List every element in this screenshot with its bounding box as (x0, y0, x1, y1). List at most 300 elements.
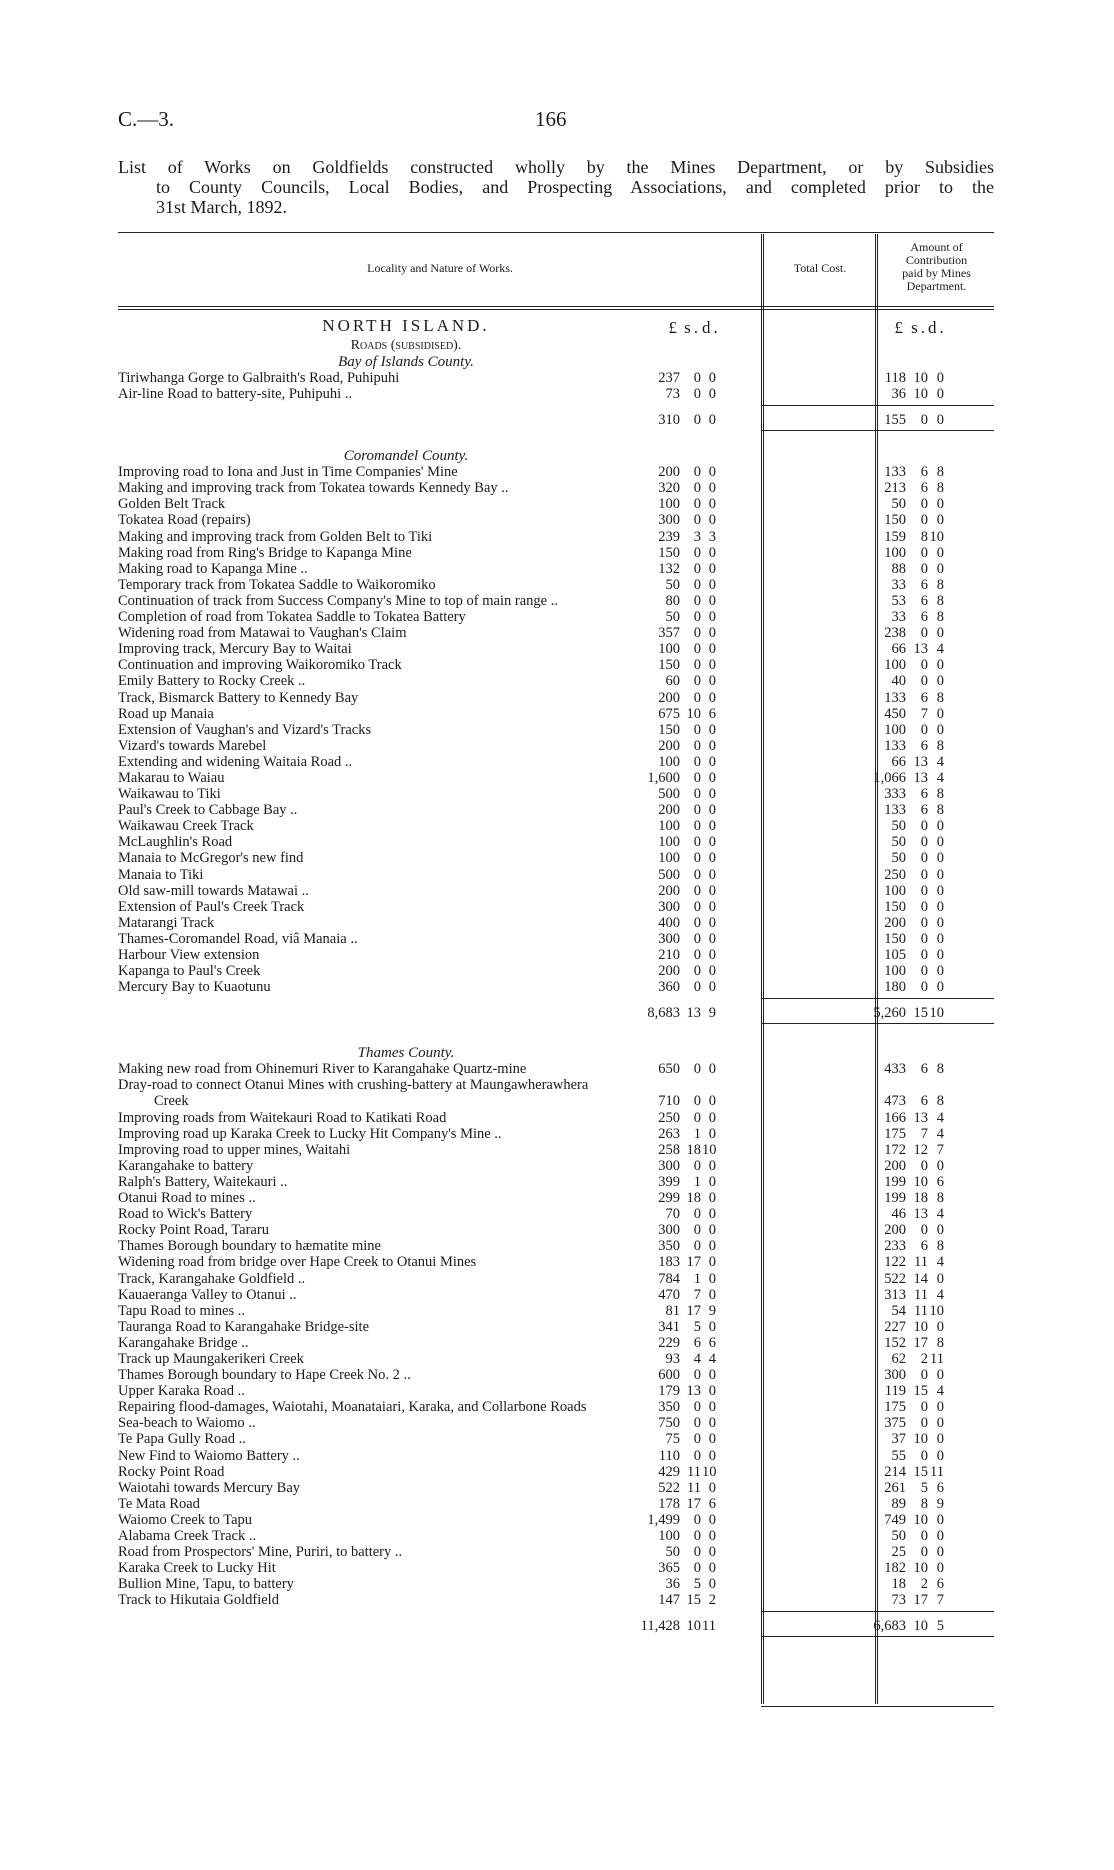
contribution-shillings: 12 (913, 1141, 928, 1158)
table-top-rule (118, 232, 994, 233)
total-cost-pounds: 229 (658, 1334, 680, 1351)
contribution-pence: 0 (936, 882, 944, 899)
total-cost-shillings: 0 (693, 370, 701, 386)
total-cost-shillings: 0 (693, 576, 701, 593)
work-description: Upper Karaka Road .. (118, 1383, 245, 1400)
contribution-pence: 0 (936, 1447, 944, 1464)
total-cost-pence: 0 (708, 737, 716, 754)
contribution-pence: 0 (936, 512, 944, 529)
total-cost-pence: 0 (708, 882, 716, 899)
contribution-pounds: 522 (884, 1270, 906, 1287)
total-cost-pence: 10 (702, 1463, 717, 1480)
section-total-row (118, 408, 994, 428)
total-cost-pounds: 80 (665, 592, 680, 609)
total-rule (761, 1636, 994, 1637)
contribution-shillings: 13 (913, 753, 928, 770)
contribution-shillings: 7 (920, 705, 928, 722)
contribution-shillings: 17 (913, 1334, 928, 1351)
contribution-pence: 0 (936, 1399, 944, 1416)
title-line-2: to County Councils, Local Bodies, and Prospecting Associations, and completed prior to the (156, 177, 994, 197)
work-description: Waiotahi towards Mercury Bay (118, 1479, 301, 1496)
total-cost-pounds: 210 (658, 947, 680, 963)
total-cost-shillings: 1 (693, 1173, 701, 1190)
total-cost-pence: 0 (708, 1528, 716, 1544)
work-description: Vizard's towards Marebel (118, 737, 267, 754)
table-row (118, 1142, 994, 1158)
table-row (118, 915, 994, 931)
total-cost-pence: 0 (708, 1399, 716, 1416)
table-row (118, 802, 994, 818)
work-description: Tokatea Road (repairs) (118, 512, 251, 529)
contribution-shillings: 10 (913, 1318, 928, 1335)
table-row (118, 1335, 994, 1351)
contribution-shillings: 6 (920, 737, 928, 754)
total-cost-shillings: 0 (693, 1222, 701, 1239)
total-cost-pounds: 150 (658, 657, 680, 674)
total-cost-pence: 0 (708, 641, 716, 658)
total-cost-pounds: 50 (665, 576, 680, 593)
total-cost-pounds: 200 (658, 464, 680, 481)
work-description: Dray-road to connect Otanui Mines with crushing-battery at Maungawherawhera (118, 1077, 589, 1094)
contribution-pence: 0 (936, 818, 944, 835)
contribution-shillings: 6 (920, 1238, 928, 1255)
table-row (118, 1110, 994, 1126)
total-cost-shillings: 0 (693, 882, 701, 899)
contribution-pounds: 50 (891, 818, 906, 835)
contribution-pounds: 105 (884, 947, 906, 963)
total-cost-pounds: 299 (658, 1190, 680, 1207)
contribution-pounds: 213 (884, 480, 906, 497)
contribution-shillings: 0 (920, 496, 928, 513)
contribution-pounds: 150 (884, 898, 906, 915)
contribution-pounds: 100 (884, 721, 906, 738)
total-cost-pence: 0 (708, 850, 716, 867)
work-description: Paul's Creek to Cabbage Bay .. (118, 802, 298, 819)
contribution-shillings: 0 (920, 544, 928, 561)
contribution-shillings: 17 (913, 1592, 928, 1609)
contribution-pence: 11 (930, 1463, 944, 1480)
total-cost-shillings: 11 (687, 1463, 701, 1480)
contribution-pounds: 122 (884, 1254, 906, 1271)
work-description: Completion of road from Tokatea Saddle to Tokatea Battery (118, 609, 466, 626)
title-line-3: 31st March, 1892. (156, 197, 287, 217)
total-cost-pounds: 36 (665, 1576, 680, 1593)
contribution-shillings: 13 (913, 1109, 928, 1126)
total-cost-pence: 0 (708, 1270, 716, 1287)
total-cost-shillings: 0 (693, 1511, 701, 1528)
contribution-pence: 4 (936, 1109, 944, 1126)
contribution-shillings: 6 (920, 802, 928, 819)
total-cost-pence: 0 (708, 464, 716, 481)
total-cost-pounds: 200 (658, 802, 680, 819)
table-row (118, 1383, 994, 1399)
total-cost-shillings: 0 (693, 512, 701, 529)
total-cost-pence: 9 (708, 1005, 716, 1022)
contribution-pounds: 333 (884, 786, 906, 803)
contribution-pence: 0 (936, 1431, 944, 1448)
contribution-shillings: 0 (920, 882, 928, 899)
contribution-shillings: 10 (913, 1431, 928, 1448)
total-cost-shillings: 0 (693, 1431, 701, 1448)
work-description: Continuation and improving Waikoromiko Track (118, 657, 402, 674)
total-cost-shillings: 18 (686, 1190, 701, 1207)
contribution-pence: 0 (936, 673, 944, 690)
contribution-pounds: 46 (891, 1206, 906, 1223)
contribution-shillings: 0 (920, 1157, 928, 1174)
work-description: Otanui Road to mines .. (118, 1190, 256, 1207)
contribution-pounds: 450 (884, 705, 906, 722)
contribution-pence: 0 (936, 412, 944, 429)
contribution-pounds: 155 (884, 412, 906, 429)
total-cost-shillings: 0 (693, 850, 701, 867)
contribution-pounds: 473 (884, 1093, 906, 1110)
table-row (118, 738, 994, 754)
total-cost-shillings: 0 (693, 1544, 701, 1561)
contribution-pence: 4 (936, 769, 944, 786)
contribution-shillings: 0 (920, 963, 928, 980)
contribution-pence: 0 (936, 979, 944, 996)
contribution-pounds: 214 (884, 1463, 906, 1480)
table-row (118, 512, 994, 528)
contribution-shillings: 15 (913, 1383, 928, 1400)
contribution-pounds: 166 (884, 1109, 906, 1126)
work-description: Road from Prospectors' Mine, Puriri, to battery .. (118, 1544, 403, 1561)
contribution-pence: 0 (936, 705, 944, 722)
contribution-shillings: 0 (920, 1399, 928, 1416)
contribution-pence: 8 (936, 592, 944, 609)
total-cost-pounds: 110 (658, 1447, 680, 1464)
total-cost-pence: 0 (708, 1383, 716, 1400)
table-row (118, 899, 994, 915)
contribution-shillings: 0 (920, 947, 928, 963)
contribution-shillings: 13 (913, 641, 928, 658)
total-cost-pence: 9 (708, 1302, 716, 1319)
contribution-shillings: 0 (920, 1367, 928, 1384)
total-cost-shillings: 0 (693, 592, 701, 609)
total-cost-shillings: 0 (693, 1399, 701, 1416)
total-cost-pence: 0 (708, 1415, 716, 1432)
total-cost-pounds: 357 (658, 625, 680, 642)
table-row (118, 818, 994, 834)
contribution-pounds: 749 (884, 1511, 906, 1528)
work-description: Waikawau to Tiki (118, 786, 221, 803)
total-cost-pence: 0 (708, 1479, 716, 1496)
total-cost-pounds: 600 (658, 1367, 680, 1384)
total-cost-shillings: 0 (693, 914, 701, 931)
contribution-pounds: 133 (884, 802, 906, 819)
contribution-shillings: 7 (920, 1125, 928, 1142)
total-cost-pence: 0 (708, 979, 716, 996)
contribution-pounds: 133 (884, 689, 906, 706)
contribution-pounds: 66 (891, 753, 906, 770)
contribution-pounds: 50 (891, 850, 906, 867)
contribution-pounds: 50 (891, 834, 906, 851)
currency-unit: s. (911, 318, 928, 337)
table-row (118, 673, 994, 689)
contribution-pounds: 118 (884, 370, 906, 386)
county-heading: Thames County. (357, 1045, 455, 1062)
contribution-pence: 8 (936, 1093, 944, 1110)
contribution-pounds: 50 (891, 496, 906, 513)
total-cost-shillings: 11 (687, 1479, 701, 1496)
total-cost-pounds: 132 (658, 560, 680, 577)
contribution-pence: 7 (936, 1592, 944, 1609)
total-cost-pounds: 100 (658, 834, 680, 851)
contribution-pounds: 150 (884, 512, 906, 529)
contribution-shillings: 8 (920, 1495, 928, 1512)
contribution-shillings: 6 (920, 464, 928, 481)
total-cost-pence: 0 (708, 898, 716, 915)
table-row (118, 850, 994, 866)
work-description: Improving roads from Waitekauri Road to Katikati Road (118, 1109, 447, 1126)
contribution-shillings: 0 (920, 721, 928, 738)
contribution-pence: 0 (936, 1511, 944, 1528)
total-cost-shillings: 15 (686, 1592, 701, 1609)
total-cost-pence: 0 (708, 1544, 716, 1561)
contribution-shillings: 10 (913, 1511, 928, 1528)
contribution-pounds: 300 (884, 1367, 906, 1384)
contribution-pence: 0 (936, 850, 944, 867)
table-row (118, 706, 994, 722)
total-cost-pence: 0 (708, 512, 716, 529)
total-cost-shillings: 0 (693, 979, 701, 996)
table-row (118, 1271, 994, 1287)
table-row (118, 834, 994, 850)
contribution-pounds: 199 (884, 1190, 906, 1207)
contribution-pounds: 55 (891, 1447, 906, 1464)
contribution-shillings: 0 (920, 1415, 928, 1432)
contribution-pence: 8 (936, 689, 944, 706)
total-rule (761, 1611, 994, 1612)
contribution-pence: 0 (936, 866, 944, 883)
contribution-pence: 6 (936, 1479, 944, 1496)
total-cost-pounds: 300 (658, 512, 680, 529)
contribution-pounds: 100 (884, 882, 906, 899)
total-cost-shillings: 0 (693, 641, 701, 658)
total-cost-shillings: 0 (693, 866, 701, 883)
work-description: Rocky Point Road, Tararu (118, 1222, 269, 1239)
work-description: Creek (154, 1093, 189, 1110)
total-cost-pounds: 100 (658, 1528, 680, 1544)
total-cost-shillings: 0 (693, 1447, 701, 1464)
total-cost-shillings: 17 (686, 1302, 701, 1319)
total-cost-pence: 0 (708, 721, 716, 738)
contribution-pounds: 1,066 (873, 769, 906, 786)
total-cost-pence: 2 (708, 1592, 716, 1609)
total-cost-shillings: 0 (693, 963, 701, 980)
contribution-pence: 8 (936, 1334, 944, 1351)
total-rule (761, 1023, 994, 1024)
total-cost-shillings: 0 (693, 1528, 701, 1544)
table-row (118, 480, 994, 496)
table-row (118, 1464, 994, 1480)
work-description: Waikawau Creek Track (118, 818, 254, 835)
total-cost-shillings: 0 (693, 689, 701, 706)
contribution-shillings: 0 (920, 657, 928, 674)
work-description: Tauranga Road to Karangahake Bridge-site (118, 1318, 370, 1335)
table-row (118, 1512, 994, 1528)
table-row (118, 979, 994, 995)
work-description: Karaka Creek to Lucky Hit (118, 1560, 276, 1577)
total-cost-pounds: 239 (658, 528, 680, 545)
total-cost-shillings: 0 (693, 673, 701, 690)
works-table (118, 318, 994, 1634)
total-cost-shillings: 0 (693, 1109, 701, 1126)
total-cost-pounds: 100 (658, 850, 680, 867)
contribution-pence: 8 (936, 1061, 944, 1078)
contribution-pounds: 89 (891, 1495, 906, 1512)
total-cost-pounds: 50 (665, 609, 680, 626)
contribution-pounds: 100 (884, 544, 906, 561)
contribution-pence: 8 (936, 1238, 944, 1255)
contribution-pence: 0 (936, 1318, 944, 1335)
total-cost-pence: 0 (708, 386, 716, 403)
total-cost-pence: 6 (708, 705, 716, 722)
total-cost-pence: 4 (708, 1350, 716, 1367)
total-cost-shillings: 0 (693, 769, 701, 786)
total-cost-pence: 0 (708, 1318, 716, 1335)
table-row (118, 529, 994, 545)
total-cost-pounds: 75 (665, 1431, 680, 1448)
contribution-shillings: 0 (920, 625, 928, 642)
table-row (118, 1576, 994, 1592)
total-cost-pence: 10 (702, 1141, 717, 1158)
contribution-shillings: 15 (913, 1005, 928, 1022)
total-cost-pence: 0 (708, 1061, 716, 1078)
total-cost-shillings: 17 (686, 1254, 701, 1271)
contribution-pounds: 150 (884, 930, 906, 947)
total-cost-pence: 6 (708, 1495, 716, 1512)
work-description: Track, Karangahake Goldfield .. (118, 1270, 306, 1287)
total-cost-pence: 0 (708, 753, 716, 770)
total-cost-pence: 0 (708, 1447, 716, 1464)
total-rule (761, 998, 994, 999)
total-cost-pounds: 150 (658, 544, 680, 561)
table-row (118, 1399, 994, 1415)
work-description: Emily Battery to Rocky Creek .. (118, 673, 306, 690)
contribution-pounds: 375 (884, 1415, 906, 1432)
contribution-shillings: 10 (913, 1173, 928, 1190)
contribution-shillings: 0 (920, 673, 928, 690)
column-header-amount: Amount of Contribution paid by Mines Department. (902, 240, 971, 293)
table-row (118, 1093, 994, 1109)
total-cost-shillings: 0 (693, 1415, 701, 1432)
total-cost-pence: 0 (708, 480, 716, 497)
total-cost-pounds: 237 (658, 370, 680, 386)
column-header-locality: Locality and Nature of Works. (367, 261, 513, 275)
total-cost-shillings: 0 (693, 930, 701, 947)
document-reference: C.—3. (118, 107, 175, 131)
contribution-shillings: 0 (920, 898, 928, 915)
total-cost-pence: 0 (708, 370, 716, 386)
contribution-shillings: 10 (913, 1560, 928, 1577)
contribution-shillings: 10 (913, 386, 928, 403)
total-cost-pence: 0 (708, 1206, 716, 1223)
total-cost-pounds: 429 (658, 1463, 680, 1480)
table-row (118, 545, 994, 561)
title-line-1: List of Works on Goldfields constructed wholly by the Mines Department, or by Subsidies (118, 157, 994, 177)
total-cost-pence: 0 (708, 834, 716, 851)
contribution-pounds: 18 (891, 1576, 906, 1593)
contribution-shillings: 2 (920, 1350, 928, 1367)
total-cost-pence: 0 (708, 673, 716, 690)
table-row (118, 883, 994, 899)
contribution-shillings: 0 (920, 834, 928, 851)
table-row (118, 386, 994, 402)
contribution-shillings: 8 (920, 528, 928, 545)
contribution-shillings: 13 (913, 769, 928, 786)
table-bottom-rule (761, 1706, 994, 1707)
total-cost-shillings: 0 (693, 1206, 701, 1223)
contribution-pounds: 133 (884, 464, 906, 481)
currency-unit: d. (928, 318, 947, 337)
work-description: Matarangi Track (118, 914, 215, 931)
county-heading: Coromandel County. (343, 448, 469, 465)
contribution-shillings: 6 (920, 480, 928, 497)
contribution-pence: 4 (936, 1383, 944, 1400)
total-rule (761, 405, 994, 406)
work-description: Manaia to Tiki (118, 866, 204, 883)
contribution-pence: 8 (936, 1190, 944, 1207)
contribution-pounds: 133 (884, 737, 906, 754)
work-description: Making new road from Ohinemuri River to Karangahake Quartz-mine (118, 1061, 527, 1078)
table-row (118, 1560, 994, 1576)
table-row (118, 1206, 994, 1222)
work-description: Temporary track from Tokatea Saddle to Waikoromiko (118, 576, 436, 593)
total-cost-pounds: 300 (658, 930, 680, 947)
table-row (118, 867, 994, 883)
currency-unit: £ (894, 318, 906, 337)
contribution-shillings: 6 (920, 576, 928, 593)
work-description: Track to Hikutaia Goldfield (118, 1592, 279, 1609)
work-description: Extending and widening Waitaia Road .. (118, 753, 353, 770)
region-heading (118, 318, 994, 338)
contribution-pence: 0 (936, 386, 944, 403)
table-row (118, 1174, 994, 1190)
contribution-pounds: 159 (884, 528, 906, 545)
work-description: Thames Borough boundary to hæmatite mine (118, 1238, 381, 1255)
total-cost-pence: 0 (708, 1173, 716, 1190)
work-description: Extension of Paul's Creek Track (118, 898, 305, 915)
total-cost-shillings: 5 (693, 1576, 701, 1593)
contribution-pounds: 200 (884, 1157, 906, 1174)
work-description: Tapu Road to mines .. (118, 1302, 246, 1319)
table-row (118, 464, 994, 480)
total-cost-pounds: 70 (665, 1206, 680, 1223)
table-row (118, 963, 994, 979)
total-cost-pounds: 50 (665, 1544, 680, 1561)
contribution-pounds: 175 (884, 1125, 906, 1142)
table-header-rule (118, 306, 994, 307)
total-cost-pounds: 300 (658, 1157, 680, 1174)
contribution-pounds: 62 (891, 1350, 906, 1367)
total-cost-shillings: 17 (686, 1495, 701, 1512)
work-description: Road to Wick's Battery (118, 1206, 253, 1223)
contribution-shillings: 14 (913, 1270, 928, 1287)
contribution-pounds: 175 (884, 1399, 906, 1416)
table-row (118, 1126, 994, 1142)
contribution-pence: 4 (936, 1206, 944, 1223)
contribution-pence: 4 (936, 1254, 944, 1271)
work-description: Old saw-mill towards Matawai .. (118, 882, 309, 899)
total-cost-pounds: 350 (658, 1238, 680, 1255)
table-row (118, 931, 994, 947)
table-row (118, 1448, 994, 1464)
table-row (118, 609, 994, 625)
contribution-shillings: 5 (920, 1479, 928, 1496)
total-cost-shillings: 13 (686, 1383, 701, 1400)
table-row (118, 657, 994, 673)
